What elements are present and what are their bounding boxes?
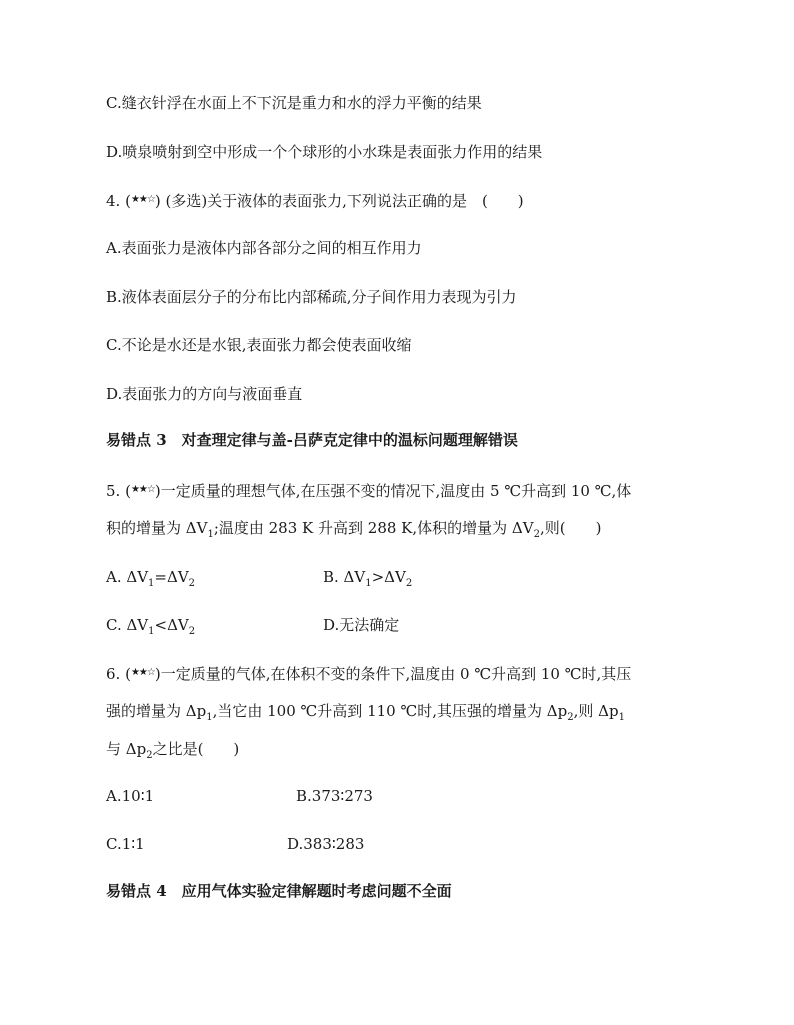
q4-number: 4. ( bbox=[106, 192, 131, 210]
q5-number: 5. ( bbox=[106, 482, 131, 500]
q5-option-d: D.无法确定 bbox=[323, 616, 400, 634]
q6-text: 与 Δp bbox=[106, 740, 147, 758]
q6-option-a: A.10∶1 bbox=[106, 787, 155, 805]
subscript: 2 bbox=[405, 578, 413, 589]
subscript: 1 bbox=[148, 626, 155, 637]
q5-option-b bbox=[323, 566, 412, 595]
option-text: A. ΔV bbox=[106, 568, 149, 586]
q5-stem: )一定质量的理想气体,在压强不变的情况下,温度由 5 ℃升高到 10 ℃,体 bbox=[154, 482, 632, 500]
difficulty-stars-icon: ★★☆ bbox=[130, 484, 155, 495]
question-5 bbox=[106, 479, 631, 502]
q6-text: 之比是( ) bbox=[152, 740, 240, 758]
q5-option-c bbox=[106, 614, 195, 643]
q6-text: 强的增量为 Δp bbox=[106, 702, 207, 720]
section-heading-4: 易错点 4 应用气体实验定律解题时考虑问题不全面 bbox=[106, 882, 452, 900]
q4-option-b: B.液体表面层分子的分布比内部稀疏,分子间作用力表现为引力 bbox=[106, 288, 517, 306]
subscript: 2 bbox=[188, 626, 196, 637]
q3-option-c: C.缝衣针浮在水面上不下沉是重力和水的浮力平衡的结果 bbox=[106, 94, 482, 112]
option-text: >ΔV bbox=[371, 568, 406, 586]
subscript: 1 bbox=[618, 712, 625, 723]
difficulty-stars-icon: ★★☆ bbox=[130, 194, 155, 205]
q6-stem: )一定质量的气体,在体积不变的条件下,温度由 0 ℃升高到 10 ℃时,其压 bbox=[154, 665, 632, 683]
q6-option-d: D.383∶283 bbox=[287, 835, 365, 853]
option-text: B. ΔV bbox=[323, 568, 366, 586]
q4-option-c: C.不论是水还是水银,表面张力都会使表面收缩 bbox=[106, 336, 412, 354]
q6-option-b: B.373∶273 bbox=[296, 787, 373, 805]
q5-text: ;温度由 283 K 升高到 288 K,体积的增量为 ΔV bbox=[213, 519, 534, 537]
question-6-line-3 bbox=[106, 738, 239, 767]
question-6-line-2 bbox=[106, 700, 625, 729]
q3-option-d: D.喷泉喷射到空中形成一个个球形的小水珠是表面张力作用的结果 bbox=[106, 143, 543, 161]
subscript: 2 bbox=[533, 529, 540, 540]
subscript: 1 bbox=[206, 712, 213, 723]
option-text: =ΔV bbox=[154, 568, 189, 586]
q5-option-a bbox=[106, 566, 195, 595]
q4-option-a: A.表面张力是液体内部各部分之间的相互作用力 bbox=[106, 239, 422, 257]
q6-number: 6. ( bbox=[106, 665, 131, 683]
section-heading-3: 易错点 3 对查理定律与盖-吕萨克定律中的温标问题理解错误 bbox=[106, 431, 518, 449]
q4-option-d: D.表面张力的方向与液面垂直 bbox=[106, 385, 303, 403]
q6-text: ,当它由 100 ℃升高到 110 ℃时,其压强的增量为 Δp bbox=[212, 702, 568, 720]
question-5-line-2 bbox=[106, 517, 601, 546]
question-6 bbox=[106, 662, 631, 685]
subscript: 1 bbox=[365, 578, 372, 589]
difficulty-stars-icon: ★★☆ bbox=[130, 667, 155, 678]
option-text: C. ΔV bbox=[106, 616, 149, 634]
question-4 bbox=[106, 189, 524, 212]
option-text: <ΔV bbox=[154, 616, 189, 634]
q4-stem: ) (多选)关于液体的表面张力,下列说法正确的是 ( ) bbox=[154, 192, 524, 210]
q5-text: ,则( ) bbox=[539, 519, 602, 537]
q6-option-c: C.1∶1 bbox=[106, 835, 145, 853]
subscript: 2 bbox=[567, 712, 574, 723]
subscript: 1 bbox=[207, 529, 214, 540]
q6-text: ,则 Δp bbox=[573, 702, 619, 720]
q5-text: 积的增量为 ΔV bbox=[106, 519, 208, 537]
subscript: 1 bbox=[148, 578, 155, 589]
subscript: 2 bbox=[188, 578, 196, 589]
subscript: 2 bbox=[146, 750, 153, 761]
